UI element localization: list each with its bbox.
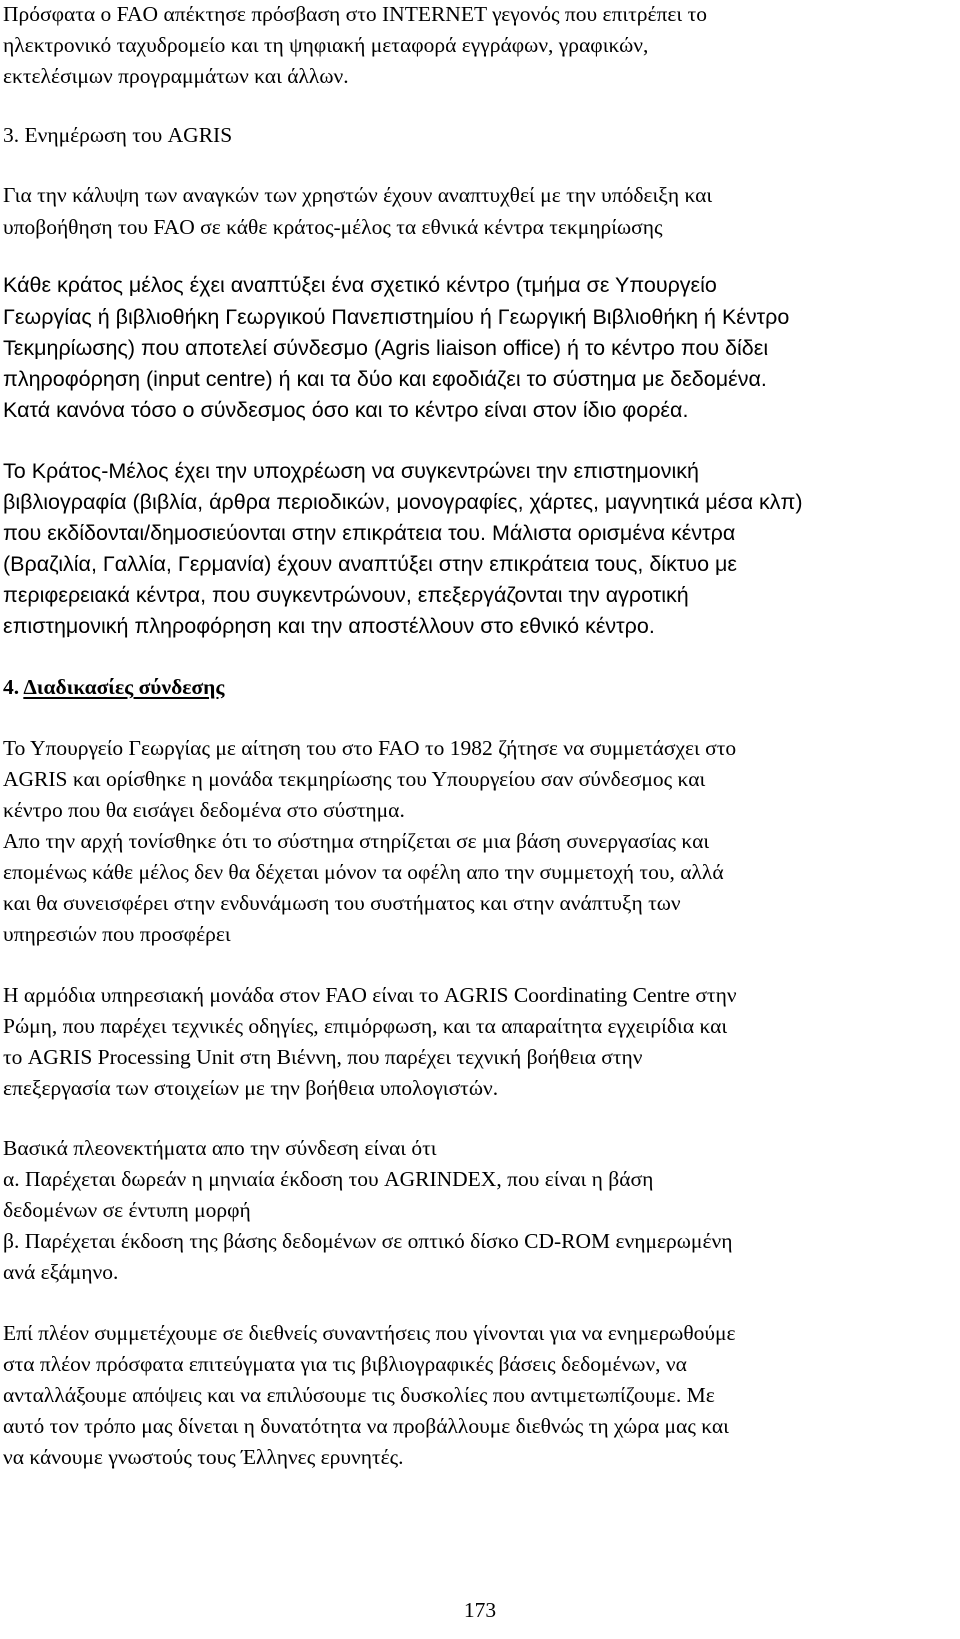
section-4-number: 4. [3,675,24,699]
paragraph-line: που εκδίδονται/δημοσιεύονται στην επικράτεια του. Μάλιστα ορισμένα κέντρα [3,521,736,545]
paragraph-line: Ρώμη, που παρέχει τεχνικές οδηγίες, επιμόρφωση, και τα απαραίτητα εγχειρίδια και [3,1014,728,1038]
page-number: 173 [463,1598,497,1622]
paragraph-line: βιβλιογραφία (βιβλία, άρθρα περιοδικών, μονογραφίες, χάρτες, μαγνητικά μέσα κλπ) [3,490,803,514]
intro-line: Πρόσφατα ο FAO απέκτησε πρόσβαση στο INTERNET γεγονός που επιτρέπει το [3,2,707,26]
paragraph-line: ανταλλάξουμε απόψεις και να επιλύσουμε τις δυσκολίες που αντιμετωπίζουμε. Με [3,1383,715,1407]
paragraph-line: το AGRIS Processing Unit στη Βιέννη, που παρέχει τεχνική βοήθεια στην [3,1045,643,1069]
paragraph-line: Το Κράτος-Μέλος έχει την υποχρέωση να συγκεντρώνει την επιστημονική [3,459,699,483]
paragraph-line: Απο την αρχή τονίσθηκε ότι το σύστημα στηρίζεται σε μια βάση συνεργασίας και [3,829,710,853]
list-item: α. Παρέχεται δωρεάν η μηνιαία έκδοση του AGRINDEX, που είναι η βάση [3,1167,654,1191]
paragraph-line: αυτό τον τρόπο μας δίνεται η δυνατότητα να προβάλλουμε διεθνώς τη χώρα μας και [3,1414,729,1438]
intro-line: ηλεκτρονικό ταχυδρομείο και τη ψηφιακή μεταφορά εγγράφων, γραφικών, [3,33,649,57]
paragraph-line: (Βραζιλία, Γαλλία, Γερμανία) έχουν αναπτύξει στην επικράτεια τους, δίκτυο με [3,552,737,576]
paragraph-line: Γεωργίας ή βιβλιοθήκη Γεωργικού Πανεπιστημίου ή Γεωργική Βιβλιοθήκη ή Κέντρο [3,305,790,329]
list-item: δεδομένων σε έντυπη μορφή [3,1198,251,1222]
intro-line: εκτελέσιμων προγραμμάτων και άλλων. [3,64,349,88]
paragraph-line: Βασικά πλεονεκτήματα απο την σύνδεση είναι ότι [3,1136,437,1160]
paragraph-line: κέντρο που θα εισάγει δεδομένα στο σύστημα. [3,798,405,822]
paragraph-line: περιφερειακά κέντρα, που συγκεντρώνουν, επεξεργάζονται την αγροτική [3,583,689,607]
section-3-heading: 3. Ενημέρωση του AGRIS [3,123,233,147]
paragraph-line: στα πλέον πρόσφατα επιτεύγματα για τις βιβλιογραφικές βάσεις δεδομένων, να [3,1352,687,1376]
paragraph-line: Το Υπουργείο Γεωργίας με αίτηση του στο FAO το 1982 ζήτησε να συμμετάσχει στο [3,736,737,760]
paragraph-line: επιστημονική πληροφόρηση και την αποστέλλουν στο εθνικό κέντρο. [3,614,655,638]
paragraph-line: Κάθε κράτος μέλος έχει αναπτύξει ένα σχετικό κέντρο (τμήμα σε Υπουργείο [3,273,717,297]
paragraph-line: και θα συνεισφέρει στην ενδυνάμωση του συστήματος και στην ανάπτυξη των [3,891,681,915]
paragraph-line: πληροφόρηση (input centre) ή και τα δύο και εφοδιάζει το σύστημα με δεδομένα. [3,367,767,391]
paragraph-line: Τεκμηρίωσης) που αποτελεί σύνδεσμο (Agris liaison office) ή το κέντρο που δίδει [3,336,769,360]
paragraph-line: Κατά κανόνα τόσο ο σύνδεσμος όσο και το κέντρο είναι στον ίδιο φορέα. [3,398,689,422]
paragraph-line: Για την κάλυψη των αναγκών των χρηστών έχουν αναπτυχθεί με την υπόδειξη και [3,183,713,207]
paragraph-line: επεξεργασία των στοιχείων με την βοήθεια υπολογιστών. [3,1076,499,1100]
list-item: ανά εξάμηνο. [3,1260,119,1284]
paragraph-line: υπηρεσιών που προσφέρει [3,922,231,946]
paragraph-line: να κάνουμε γνωστούς τους Έλληνες ερυνητές. [3,1445,404,1469]
section-4-title: Διαδικασίες σύνδεσης [23,675,225,699]
paragraph-line: επομένως κάθε μέλος δεν θα δέχεται μόνον τα οφέλη απο την συμμετοχή του, αλλά [3,860,724,884]
paragraph-line: Η αρμόδια υπηρεσιακή μονάδα στον FAO είναι το AGRIS Coordinating Centre στην [3,983,737,1007]
paragraph-line: Επί πλέον συμμετέχουμε σε διεθνείς συναντήσεις που γίνονται για να ενημερωθούμε [3,1321,736,1345]
section-4-heading [3,673,224,701]
paragraph-line: υποβοήθηση του FAO σε κάθε κράτος-μέλος τα εθνικά κέντρα τεκμηρίωσης [3,215,663,239]
paragraph-line: AGRIS και ορίσθηκε η μονάδα τεκμηρίωσης του Υπουργείου σαν σύνδεσμος και [3,767,706,791]
list-item: β. Παρέχεται έκδοση της βάσης δεδομένων σε οπτικό δίσκο CD-ROM ενημερωμένη [3,1229,733,1253]
